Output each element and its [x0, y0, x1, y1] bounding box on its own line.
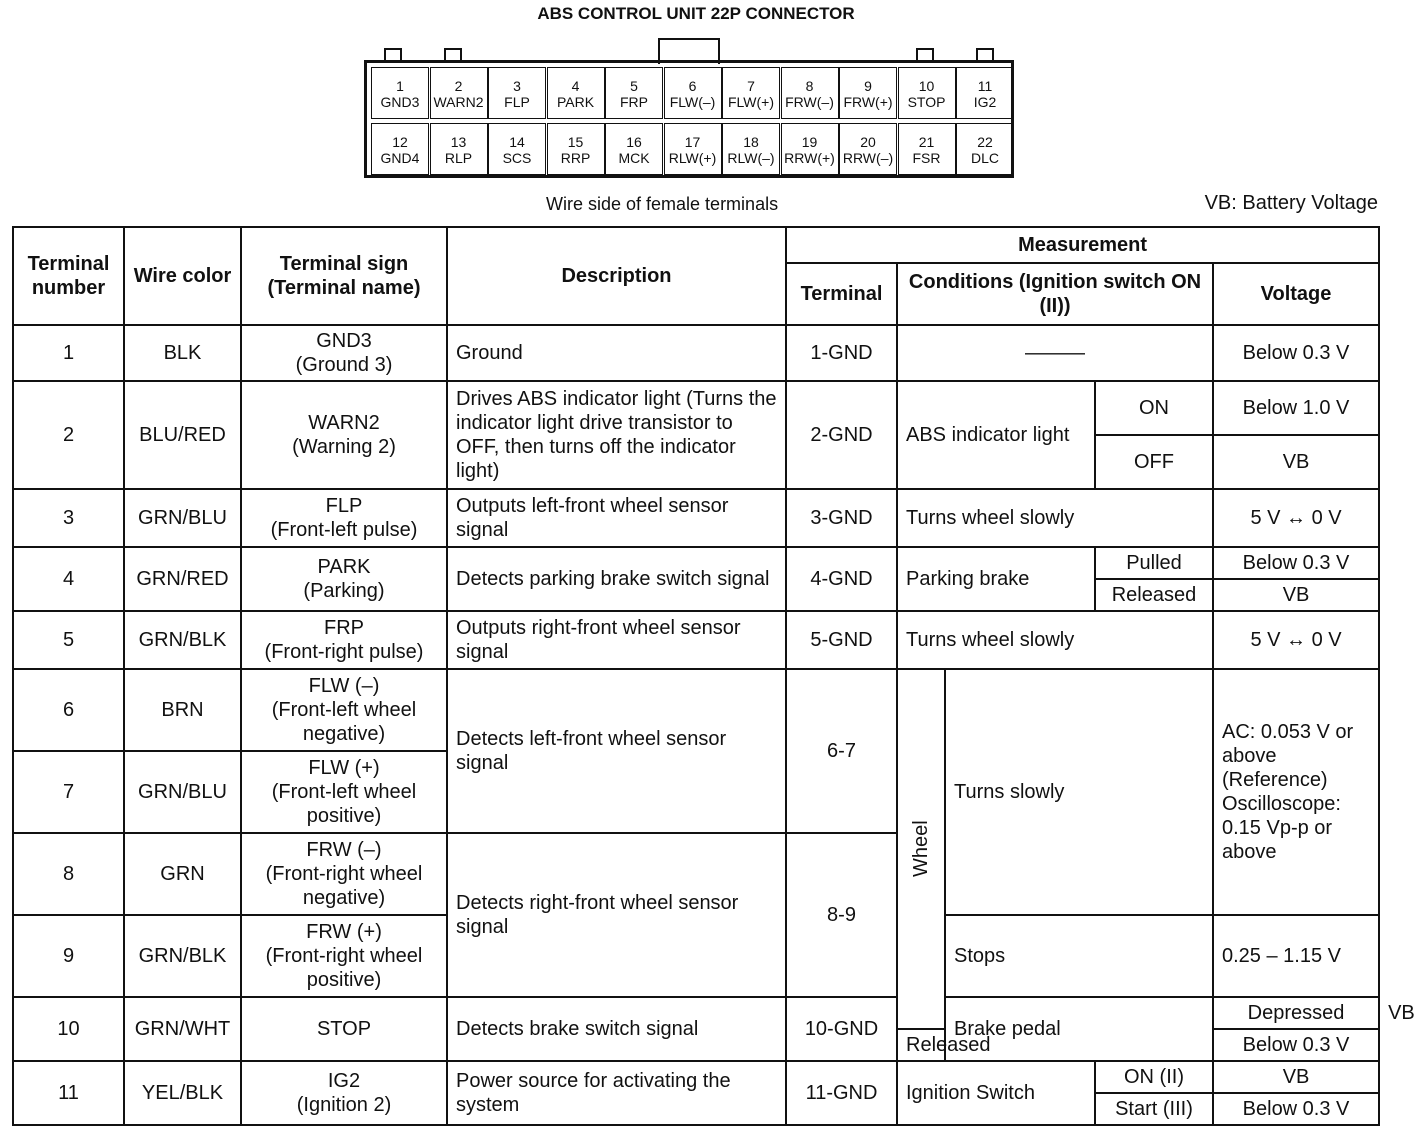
- table-row: [13, 325, 1379, 381]
- voltage: Below 0.3 V: [1213, 1029, 1379, 1061]
- connector-pin: [839, 67, 897, 119]
- voltage: 5 V ↔ 0 V: [1213, 489, 1379, 547]
- condition: Parking brake: [897, 547, 1095, 611]
- terminal-number: 4: [13, 547, 124, 611]
- vb-note: VB: Battery Voltage: [1204, 192, 1378, 214]
- pin-signal: RLW(+): [668, 150, 717, 166]
- pin-number: 15: [567, 134, 584, 150]
- connector-pin: [781, 123, 839, 175]
- wire-color: GRN/BLU: [124, 751, 241, 833]
- condition: Brake pedal: [945, 997, 1213, 1061]
- pin-signal: SCS: [502, 150, 532, 166]
- description: Ground: [447, 325, 786, 381]
- wire-color: GRN/WHT: [124, 997, 241, 1061]
- table-row: [13, 1061, 1379, 1093]
- name: (Ignition 2): [296, 1094, 392, 1116]
- voltage: AC: 0.053 V or above (Reference) Oscilloscope: 0.15 Vp-p or above: [1213, 669, 1379, 915]
- connector-pin: [488, 67, 546, 119]
- pin-signal: PARK: [556, 94, 595, 110]
- measure-terminal: 3-GND: [786, 489, 897, 547]
- connector-pin: [664, 67, 722, 119]
- table-row: [13, 489, 1379, 547]
- terminal-sign: [241, 325, 447, 381]
- sub-condition: ON (II): [1095, 1061, 1213, 1093]
- pin-number: 7: [747, 78, 755, 94]
- voltage: Below 0.3 V: [1213, 547, 1379, 579]
- pin-number: 9: [864, 78, 872, 94]
- voltage: 5 V ↔ 0 V: [1213, 611, 1379, 669]
- wire-color: GRN/BLK: [124, 611, 241, 669]
- description: Outputs right-front wheel sensor signal: [447, 611, 786, 669]
- terminal-sign: [241, 751, 447, 833]
- sign: FLP: [325, 495, 363, 517]
- condition: ABS indicator light: [897, 381, 1095, 489]
- name: (Front-left wheel negative): [271, 699, 417, 745]
- wire-color: BLU/RED: [124, 381, 241, 489]
- name: (Warning 2): [292, 436, 396, 458]
- table-row: [13, 611, 1379, 669]
- terminal-number: 7: [13, 751, 124, 833]
- connector-pin: [371, 67, 429, 119]
- wheel-label: Wheel: [897, 669, 945, 1029]
- connector-pin: [605, 123, 663, 175]
- description: Detects right-front wheel sensor signal: [447, 833, 786, 997]
- name: (Front-right wheel negative): [265, 863, 423, 909]
- table-row: [13, 669, 1379, 751]
- sign: FRW (+): [306, 921, 382, 943]
- wire-color: BRN: [124, 669, 241, 751]
- pin-signal: RRP: [560, 150, 591, 166]
- connector-pin: [430, 123, 488, 175]
- description: Power source for activating the system: [447, 1061, 786, 1125]
- pin-signal: FLP: [504, 94, 530, 110]
- pin-signal: FRW(+): [843, 94, 893, 110]
- pin-signal: WARN2: [433, 94, 484, 110]
- pin-number: 22: [977, 134, 993, 150]
- connector-pin: [430, 67, 488, 119]
- connector-pin: [547, 67, 605, 119]
- description: Detects parking brake switch signal: [447, 547, 786, 611]
- sign: FRW (–): [306, 839, 382, 861]
- connector-pin: [664, 123, 722, 175]
- pin-signal: MCK: [618, 150, 650, 166]
- connector-caption: Wire side of female terminals: [546, 194, 779, 214]
- header-terminal-number: Terminal number: [13, 227, 124, 325]
- pin-signal: GND4: [380, 150, 420, 166]
- measure-terminal: 8-9: [786, 833, 897, 997]
- condition: Turns slowly: [945, 669, 1213, 915]
- terminal-sign: [241, 915, 447, 997]
- pin-signal: FLW(+): [727, 94, 774, 110]
- sub-condition: Depressed: [1213, 997, 1379, 1029]
- wire-color: GRN/RED: [124, 547, 241, 611]
- voltage: 0.25 – 1.15 V: [1213, 915, 1379, 997]
- pin-signal: STOP: [907, 94, 946, 110]
- sub-condition: Released: [1095, 579, 1213, 611]
- name: (Front-left pulse): [270, 519, 418, 541]
- connector-pin: [839, 123, 897, 175]
- pin-signal: RLW(–): [727, 150, 775, 166]
- pin-number: 21: [918, 134, 935, 150]
- pin-signal: FRP: [620, 94, 648, 110]
- pin-number: 19: [801, 134, 818, 150]
- name: (Front-left wheel positive): [271, 781, 417, 827]
- condition: ———: [897, 325, 1213, 381]
- sign: GND3: [316, 330, 372, 352]
- pin-signal: FRW(–): [785, 94, 834, 110]
- description: Drives ABS indicator light (Turns the indicator light drive transistor to OFF, then turns off the indicator light): [447, 381, 786, 489]
- pin-signal: FSR: [912, 150, 941, 166]
- sign: PARK: [317, 556, 371, 578]
- header-measurement: Measurement: [786, 227, 1379, 263]
- table-row: [13, 381, 1379, 435]
- pin-signal: FLW(–): [669, 94, 716, 110]
- pin-signal: RRW(–): [842, 150, 894, 166]
- condition: Ignition Switch: [897, 1061, 1095, 1125]
- pin-signal: RRW(+): [784, 150, 835, 166]
- wire-color: BLK: [124, 325, 241, 381]
- measure-terminal: 6-7: [786, 669, 897, 833]
- terminal-number: 11: [13, 1061, 124, 1125]
- sub-condition: Start (III): [1095, 1093, 1213, 1125]
- connector-pin: [898, 123, 956, 175]
- voltage: Below 0.3 V: [1213, 1093, 1379, 1125]
- table-row: [13, 547, 1379, 579]
- pin-number: 17: [684, 134, 701, 150]
- pin-signal: GND3: [380, 94, 420, 110]
- terminal-number: 6: [13, 669, 124, 751]
- description: Outputs left-front wheel sensor signal: [447, 489, 786, 547]
- pin-number: 13: [450, 134, 467, 150]
- pin-number: 16: [626, 134, 642, 150]
- connector-pin: [547, 123, 605, 175]
- pin-number: 18: [743, 134, 759, 150]
- sign: FRP: [324, 617, 364, 639]
- name: (Front-right pulse): [264, 641, 424, 663]
- connector-pin: [722, 67, 780, 119]
- condition: Stops: [945, 915, 1213, 997]
- pin-signal: RLP: [444, 150, 473, 166]
- measure-terminal: 10-GND: [786, 997, 897, 1061]
- connector-pin: [781, 67, 839, 119]
- page-title: ABS CONTROL UNIT 22P CONNECTOR: [537, 4, 855, 23]
- terminal-number: 10: [13, 997, 124, 1061]
- pin-signal: IG2: [973, 94, 997, 110]
- header-wire-color: Wire color: [124, 227, 241, 325]
- pin-number: 20: [860, 134, 876, 150]
- sub-condition: Released: [897, 1029, 945, 1061]
- measure-terminal: 4-GND: [786, 547, 897, 611]
- connector-pin: [956, 123, 1014, 175]
- voltage: VB: [1213, 1061, 1379, 1093]
- terminal-number: 3: [13, 489, 124, 547]
- condition: Turns wheel slowly: [897, 611, 1213, 669]
- header-conditions: Conditions (Ignition switch ON (II)): [897, 263, 1213, 325]
- description: Detects left-front wheel sensor signal: [447, 669, 786, 833]
- measure-terminal: 1-GND: [786, 325, 897, 381]
- terminal-sign: [241, 833, 447, 915]
- header-terminal: Terminal: [786, 263, 897, 325]
- pin-number: 6: [688, 78, 697, 94]
- measure-terminal: 2-GND: [786, 381, 897, 489]
- sign: FLW (+): [308, 757, 380, 779]
- wire-color: GRN: [124, 833, 241, 915]
- connector-pin: [722, 123, 780, 175]
- name: (Ground 3): [295, 354, 393, 376]
- header-voltage: Voltage: [1213, 263, 1379, 325]
- pin-number: 14: [509, 134, 525, 150]
- sub-condition: ON: [1095, 381, 1213, 435]
- header-description: Description: [447, 227, 786, 325]
- voltage: VB: [1213, 579, 1379, 611]
- terminal-number: 9: [13, 915, 124, 997]
- pin-number: 12: [392, 134, 408, 150]
- terminal-sign: [241, 611, 447, 669]
- terminal-number: 2: [13, 381, 124, 489]
- terminal-sign: [241, 547, 447, 611]
- terminal-number: 1: [13, 325, 124, 381]
- pin-number: 10: [918, 78, 935, 94]
- terminal-number: 8: [13, 833, 124, 915]
- description: Detects brake switch signal: [447, 997, 786, 1061]
- sign: WARN2: [308, 412, 380, 434]
- pin-number: 5: [630, 78, 638, 94]
- connector-pin: [898, 67, 956, 119]
- header-row-1: [13, 227, 1379, 263]
- measure-terminal: 11-GND: [786, 1061, 897, 1125]
- voltage: Below 0.3 V: [1213, 325, 1379, 381]
- wire-color: YEL/BLK: [124, 1061, 241, 1125]
- connector-diagram: [360, 36, 1020, 196]
- name: (Parking): [303, 580, 385, 602]
- terminal-sign: [241, 381, 447, 489]
- pin-number: 1: [396, 78, 404, 94]
- pin-number: 8: [805, 78, 814, 94]
- terminal-sign: [241, 669, 447, 751]
- connector-pin: [488, 123, 546, 175]
- pin-number: 3: [513, 78, 521, 94]
- wire-color: GRN/BLK: [124, 915, 241, 997]
- sign: FLW (–): [308, 675, 380, 697]
- terminal-sign: [241, 489, 447, 547]
- terminal-number: 5: [13, 611, 124, 669]
- sign: IG2: [327, 1070, 361, 1092]
- sub-condition: Pulled: [1095, 547, 1213, 579]
- terminal-sign: [241, 1061, 447, 1125]
- pin-number: 2: [454, 78, 463, 94]
- sub-condition: OFF: [1095, 435, 1213, 489]
- terminal-table: [12, 226, 1415, 1126]
- name: (Front-right wheel positive): [265, 945, 423, 991]
- condition: Turns wheel slowly: [897, 489, 1213, 547]
- voltage: Below 1.0 V: [1213, 381, 1379, 435]
- connector-pin: [956, 67, 1014, 119]
- connector-body: [364, 60, 1014, 178]
- measure-terminal: 5-GND: [786, 611, 897, 669]
- pin-number: 4: [571, 78, 580, 94]
- connector-pin: [371, 123, 429, 175]
- table-row: 10 GRN/WHT STOP Detects brake switch signal 10-GND Brake pedal Depressed VB: [13, 997, 1379, 1029]
- connector-pin: [605, 67, 663, 119]
- pin-signal: DLC: [970, 150, 999, 166]
- terminal-sign: STOP: [241, 997, 447, 1061]
- voltage: VB: [1213, 435, 1379, 489]
- header-terminal-sign: Terminal sign (Terminal name): [241, 227, 447, 325]
- pin-number: 11: [977, 78, 993, 94]
- wire-color: GRN/BLU: [124, 489, 241, 547]
